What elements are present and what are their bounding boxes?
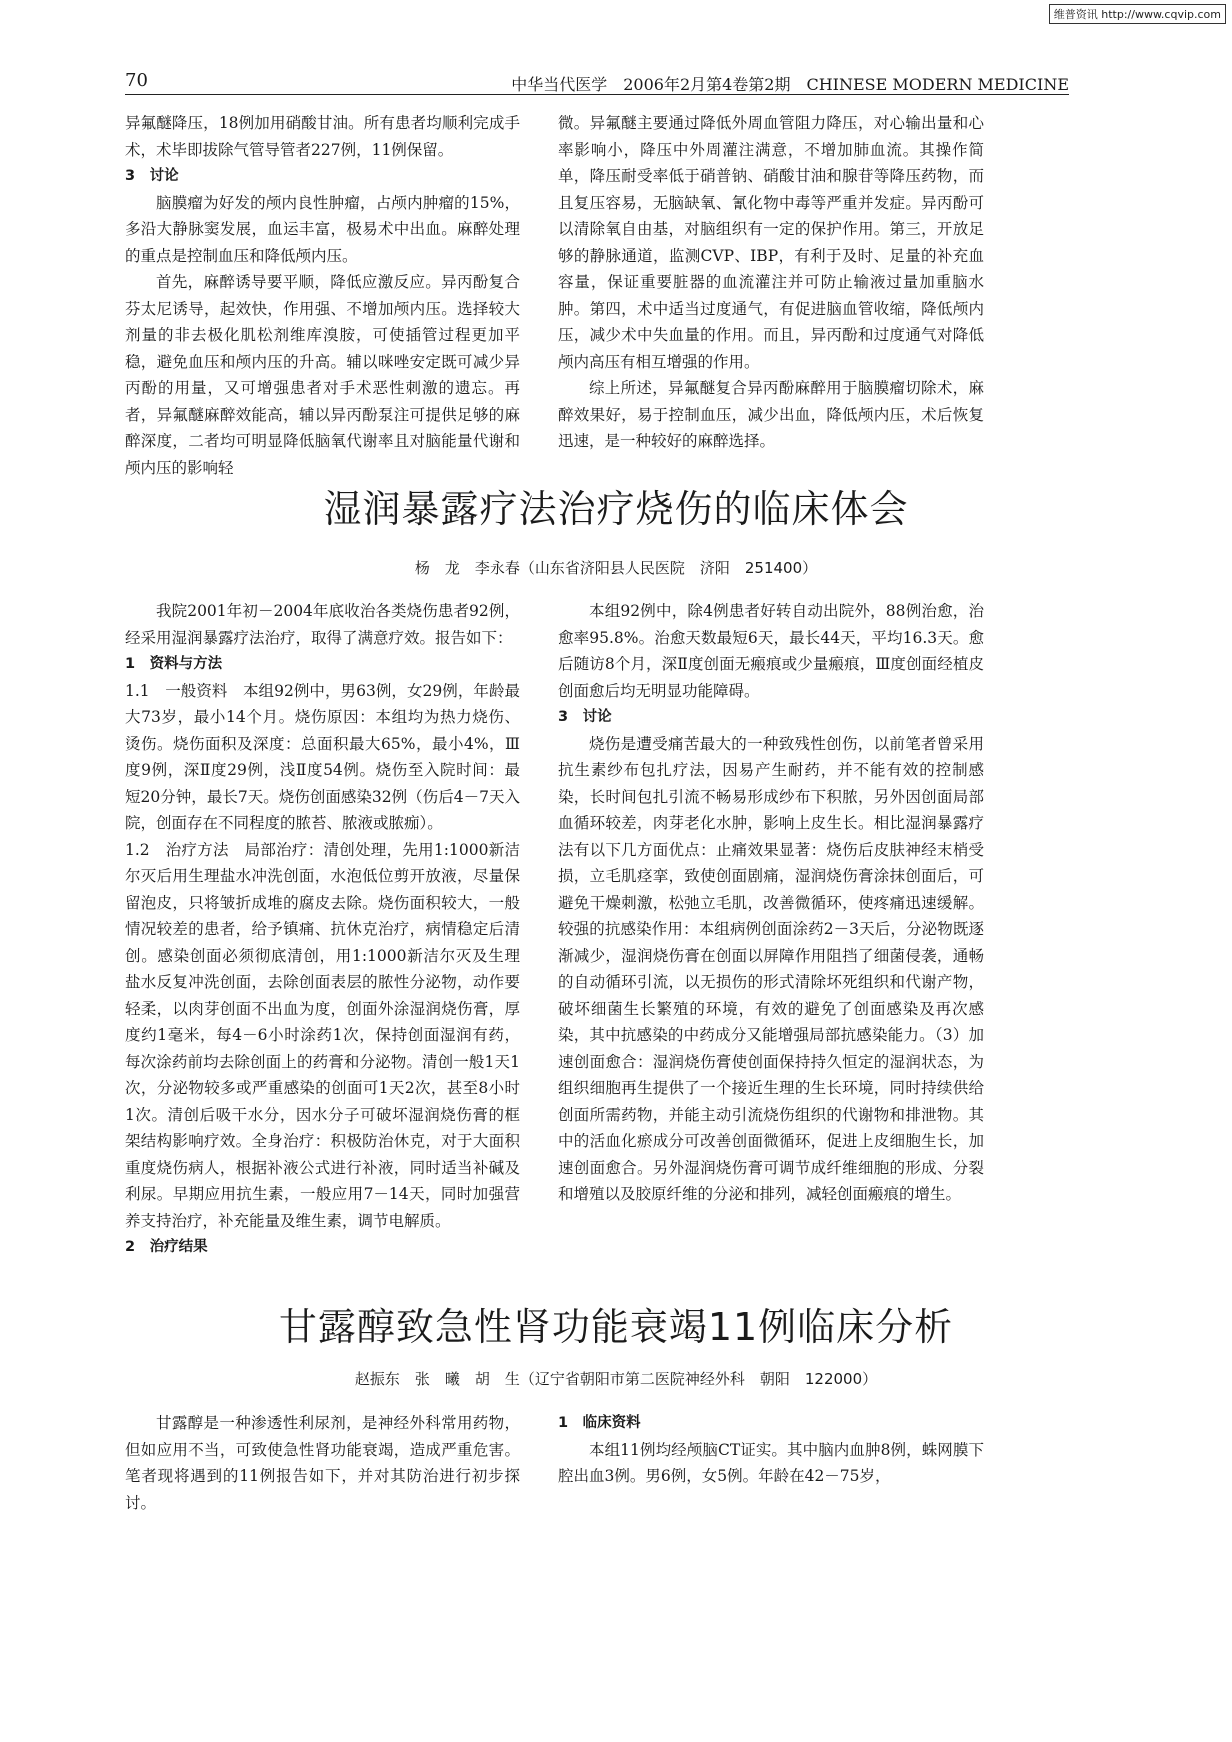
paragraph: 我院2001年初－2004年底收治各类烧伤患者92例，经采用湿润暴露疗法治疗，取得了满意疗效。报告如下： [125,602,520,647]
article2-right-column [558,1410,984,1490]
article1-left-column [125,598,520,1261]
paragraph: 微。异氟醚主要通过降低外周血管阻力降压，对心输出量和心率影响小，降压中外周灌注满意，不增加肺血流。其操作简单，降压耐受率低于硝普钠、硝酸甘油和腺苷等降压药物，而且复压容易，无脑缺氧、氰化物中毒等严重并发症。异丙酚可以清除氧自由基，对脑组织有一定的保护作用。第三，开放足够的静脉通道，监测CVP、IBP，有利于及时、足量的补充血容量，保证重要脏器的血流灌注并可防止输液过量加重脑水肿。第四，术中适当过度通气，有促进脑血管收缩，降低颅内压，减少术中失血量的作用。而且，异丙酚和过度通气对降低颅内高压有相互增强的作用。 [558,114,984,371]
section-heading: 1 资料与方法 [125,656,223,672]
article2-left-column [125,1410,520,1516]
paragraph: 综上所述，异氟醚复合异丙酚麻醉用于脑膜瘤切除术，麻醉效果好，易于控制血压，减少出血，降低颅内压，术后恢复迅速，是一种较好的麻醉选择。 [558,379,984,450]
prev-article-left-column [125,110,520,481]
paragraph: 甘露醇是一种渗透性利尿剂，是神经外科常用药物，但如应用不当，可致使急性肾功能衰竭，造成严重危害。笔者现将遇到的11例报告如下，并对其防治进行初步探讨。 [125,1414,520,1512]
paragraph: 1.2 治疗方法 局部治疗：清创处理，先用1:1000新洁尔灭后用生理盐水冲洗创面，水泡低位剪开放液，尽量保留泡皮，只将皱折成堆的腐皮去除。烧伤面积较大，一般情况较差的患者，给予镇痛、抗休克治疗，病情稳定后清创。感染创面必须彻底清创，用1:1000新洁尔灭及生理盐水反复冲洗创面，去除创面表层的脓性分泌物，动作要轻柔，以肉芽创面不出血为度，创面外涂湿润烧伤膏，厚度约1毫米，每4－6小时涂药1次，保持创面湿润有药，每次涂药前均去除创面上的药膏和分泌物。清创一般1天1次，分泌物较多或严重感染的创面可1天2次，甚至8小时1次。清创后吸干水分，因水分子可破坏湿润烧伤膏的框架结构影响疗效。全身治疗：积极防治休克，对于大面积重度烧伤病人，根据补液公式进行补液，同时适当补碱及利尿。早期应用抗生素，一般应用7－14天，同时加强营养支持治疗，补充能量及维生素，调节电解质。 [125,840,520,1230]
paragraph: 1.1 一般资料 本组92例中，男63例，女29例，年龄最大73岁，最小14个月。烧伤原因：本组均为热力烧伤、烫伤。烧伤面积及深度：总面积最大65%，最小4%，Ⅲ度9例，深Ⅱ度29例，浅Ⅱ度54例。烧伤至入院时间：最短20分钟，最长7天。烧伤创面感染32例（伤后4－7天入院，创面存在不同程度的脓苔、脓液或脓痂）。 [125,681,520,832]
paragraph: 异氟醚降压，18例加用硝酸甘油。所有患者均顺利完成手术，术毕即拔除气管导管者227例，11例保留。 [125,114,520,159]
journal-title: 中华当代医学 2006年2月第4卷第2期 CHINESE MODERN MEDICINE [511,75,1069,94]
watermark: 维普资讯 http://www.cqvip.com [1049,4,1226,24]
page-header [125,70,1069,95]
paragraph: 首先，麻醉诱导要平顺，降低应激反应。异丙酚复合芬太尼诱导，起效快，作用强、不增加颅内压。选择较大剂量的非去极化肌松剂维库溴胺，可使插管过程更加平稳，避免血压和颅内压的升高。辅以咪唑安定既可减少异丙酚的用量，又可增强患者对手术恶性刺激的遗忘。再者，异氟醚麻醉效能高，辅以异丙酚泵注可提供足够的麻醉深度，二者均可明显降低脑氧代谢率且对脑能量代谢和颅内压的影响轻 [125,273,520,477]
page-number: 70 [125,70,148,91]
paragraph: 脑膜瘤为好发的颅内良性肿瘤，占颅内肿瘤的15%，多沿大静脉窦发展，血运丰富，极易术中出血。麻醉处理的重点是控制血压和降低颅内压。 [125,193,520,265]
article2-title: 甘露醇致急性肾功能衰竭11例临床分析 [278,1305,954,1349]
section-heading: 1 临床资料 [558,1415,641,1431]
article2-byline: 赵振东 张 曦 胡 生（辽宁省朝阳市第二医院神经外科 朝阳 122000） [354,1370,878,1388]
paragraph: 本组11例均经颅脑CT证实。其中脑内血肿8例，蛛网膜下腔出血3例。男6例，女5例。年龄在42－75岁， [558,1440,984,1485]
section-heading: 3 讨论 [125,168,179,184]
article1-byline: 杨 龙 李永春（山东省济阳县人民医院 济阳 251400） [414,559,818,577]
article1-right-column [558,598,984,1208]
prev-article-right-column [558,110,984,455]
paragraph: 烧伤是遭受痛苦最大的一种致残性创伤，以前笔者曾采用抗生素纱布包扎疗法，因易产生耐药，并不能有效的控制感染，长时间包扎引流不畅易形成纱布下积脓，另外因创面局部血循环较差，肉芽老化水肿，影响上皮生长。相比湿润暴露疗法有以下几方面优点：止痛效果显著：烧伤后皮肤神经末梢受损，立毛肌痉挛，致使创面剧痛，湿润烧伤膏涂抹创面后，可避免干燥刺激，松弛立毛肌，改善微循环，使疼痛迅速缓解。较强的抗感染作用：本组病例创面涂药2－3天后，分泌物既逐渐减少，湿润烧伤膏在创面以屏障作用阻挡了细菌侵袭，通畅的自动循环引流，以无损伤的形式清除坏死组织和代谢产物，破坏细菌生长繁殖的环境，有效的避免了创面感染及再次感染，其中抗感染的中药成分又能增强局部抗感染能力。（3）加速创面愈合：湿润烧伤膏使创面保持持久恒定的湿润状态，为组织细胞再生提供了一个接近生理的生长环境，同时持续供给创面所需药物，并能主动引流烧伤组织的代谢物和排泄物。其中的活血化瘀成分可改善创面微循环，促进上皮细胞生长，加速创面愈合。另外湿润烧伤膏可调节成纤维细胞的形成、分裂和增殖以及胶原纤维的分泌和排列，减轻创面瘢痕的增生。 [558,734,984,1203]
paragraph: 本组92例中，除4例患者好转自动出院外，88例治愈，治愈率95.8%。治愈天数最短6天，最长44天，平均16.3天。愈后随访8个月，深Ⅱ度创面无瘢痕或少量瘢痕，Ⅲ度创面经植皮创面愈后均无明显功能障碍。 [558,602,984,700]
section-heading: 3 讨论 [558,709,612,725]
section-heading: 2 治疗结果 [125,1239,208,1255]
article1-title: 湿润暴露疗法治疗烧伤的临床体会 [323,487,909,531]
